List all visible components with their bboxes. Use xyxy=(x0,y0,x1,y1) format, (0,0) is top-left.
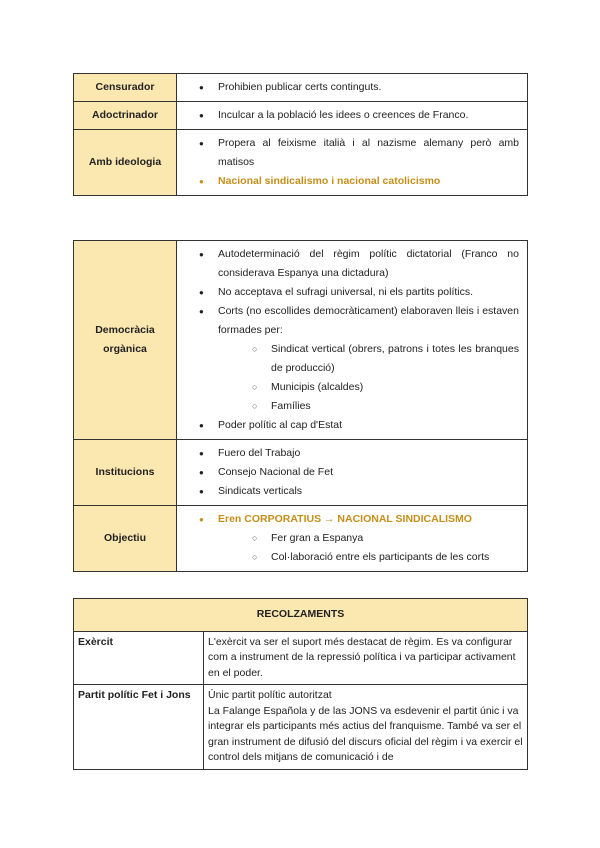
table-row xyxy=(74,440,528,506)
row-label: Institucions xyxy=(74,440,177,506)
table-row xyxy=(74,241,528,440)
table-row xyxy=(74,685,528,770)
label-line: orgànica xyxy=(103,343,147,355)
list-item: ● Propera al feixisme italià i al nazisme alemany però amb matisos xyxy=(191,134,525,172)
characteristics-table xyxy=(73,73,528,196)
row-label: Partit polític Fet i Jons xyxy=(74,685,204,770)
list-item-highlight: ● Eren CORPORATIUS → NACIONAL SINDICALISMO xyxy=(191,510,525,529)
row-label: Exèrcit xyxy=(74,631,204,685)
table-row xyxy=(74,74,528,102)
sub-list-item: ○ Municipis (alcaldes) xyxy=(191,378,525,397)
list-item: ● Inculcar a la població les idees o creences de Franco. xyxy=(191,106,525,125)
list-item: ● Sindicats verticals xyxy=(191,482,525,501)
sub-list-item: ○ Fer gran a Espanya xyxy=(191,529,525,548)
row-content xyxy=(177,506,528,572)
row-content xyxy=(177,74,528,102)
table-title: RECOLZAMENTS xyxy=(74,599,528,632)
table-row xyxy=(74,102,528,130)
row-content xyxy=(204,685,528,770)
list-item: ● Fuero del Trabajo xyxy=(191,444,525,463)
row-content-paragraph: La Falange Española y de las JONS va esdevenir el partit únic i va integrar els participants més actius del franquisme. També va ser el gran instrument de difusió del discurs oficial del règim i va exercir el control dels mitjans de comunicació i de xyxy=(208,704,523,763)
sub-list-item: ○ Famílies xyxy=(191,397,525,416)
list-item: ● Prohibien publicar certs continguts. xyxy=(191,78,525,97)
row-label: Adoctrinador xyxy=(74,102,177,130)
list-item-highlight: ● Nacional sindicalismo i nacional catolicismo xyxy=(191,172,525,191)
row-label: Censurador xyxy=(74,74,177,102)
support-table xyxy=(73,598,528,770)
list-item: ● Corts (no escollides democràticament) elaboraven lleis i estaven formades per: xyxy=(191,302,525,340)
list-item: ● Autodeterminació del règim polític dictatorial (Franco no considerava Espanya una dictadura) xyxy=(191,245,525,283)
row-content xyxy=(177,241,528,440)
row-label xyxy=(74,241,177,440)
row-content-line: Únic partit polític autoritzat xyxy=(208,689,332,701)
sub-list-item: ○ Col·laboració entre els participants de les corts xyxy=(191,548,525,567)
row-content xyxy=(177,130,528,196)
table-row xyxy=(74,506,528,572)
row-content: L'exèrcit va ser el suport més destacat de règim. Es va configurar com a instrument de la repressió política i va participar activament en el poder. xyxy=(204,631,528,685)
table-header-row xyxy=(74,599,528,632)
list-item: ● Consejo Nacional de Fet xyxy=(191,463,525,482)
row-label: Amb ideologia xyxy=(74,130,177,196)
table-row xyxy=(74,631,528,685)
label-line: Democràcia xyxy=(95,324,155,336)
table-row xyxy=(74,130,528,196)
sub-list-item: ○ Sindicat vertical (obrers, patrons i totes les branques de producció) xyxy=(191,340,525,378)
list-item: ● No acceptava el sufragi universal, ni els partits polítics. xyxy=(191,283,525,302)
row-content xyxy=(177,440,528,506)
row-label: Objectiu xyxy=(74,506,177,572)
list-item: ● Poder polític al cap d'Estat xyxy=(191,416,525,435)
political-system-table xyxy=(73,240,528,572)
row-content xyxy=(177,102,528,130)
